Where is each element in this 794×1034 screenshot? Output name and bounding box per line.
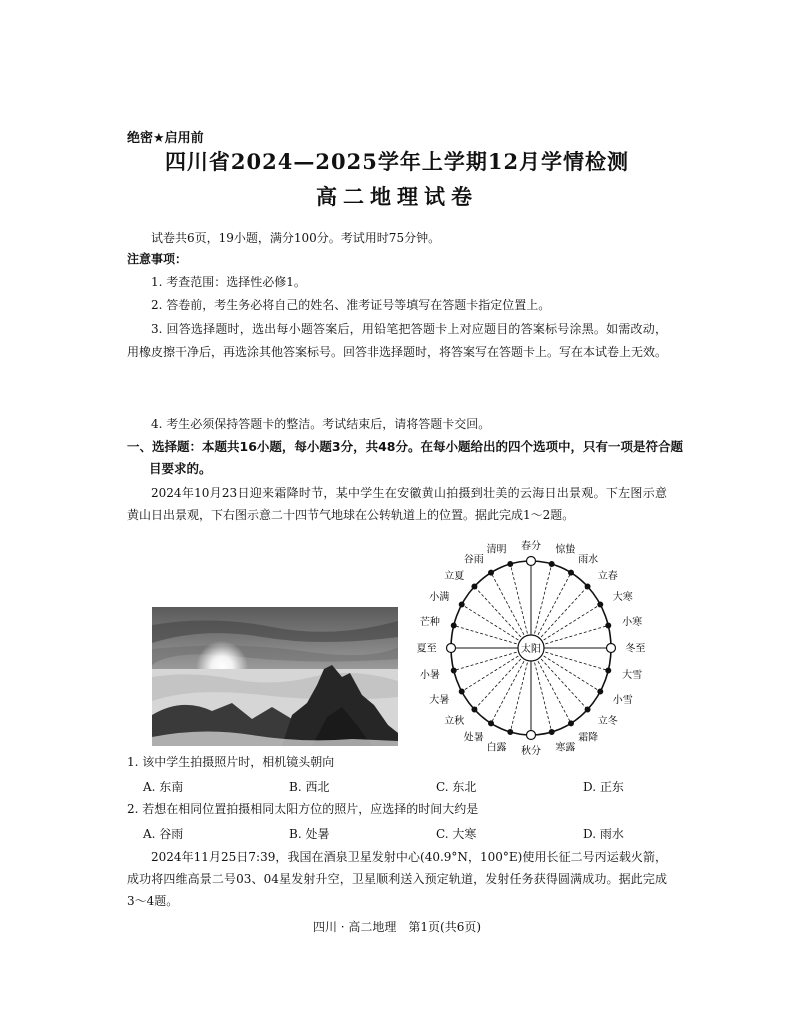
earth-position-dot xyxy=(489,721,494,726)
note-item: 2. 答卷前，考生务必将自己的姓名、准考证号等填写在答题卡指定位置上。 xyxy=(151,298,551,312)
earth-position-dot xyxy=(606,623,611,628)
solar-term-label: 小雪 xyxy=(612,694,633,706)
earth-position-dot xyxy=(569,570,574,575)
earth-position-dot xyxy=(569,721,574,726)
earth-position-dot xyxy=(606,668,611,673)
earth-position-dot xyxy=(508,562,513,567)
exam-intro: 试卷共6页，19小题，满分100分。考试用时75分钟。 xyxy=(151,231,441,245)
solar-term-label: 秋分 xyxy=(521,746,541,758)
page-footer: 四川 · 高二地理 第1页(共6页) xyxy=(312,920,482,934)
question-1-option-d: D. 正东 xyxy=(583,780,624,794)
earth-position-dot xyxy=(472,707,477,712)
earth-position-dot xyxy=(527,557,536,566)
earth-position-dot xyxy=(489,570,494,575)
earth-position-dot xyxy=(549,730,554,735)
exam-subtitle: 高二地理试卷 xyxy=(316,184,478,209)
question-2-option-a: A. 谷雨 xyxy=(143,827,184,841)
solar-term-label: 处暑 xyxy=(463,732,484,744)
earth-position-dot xyxy=(585,584,590,589)
question-1-option-a: A. 东南 xyxy=(143,780,184,794)
solar-term-label: 惊蛰 xyxy=(555,544,576,556)
confidential-mark: 绝密★启用前 xyxy=(127,131,204,146)
note-item: 3. 回答选择题时，选出每小题答案后，用铅笔把答题卡上对应题目的答案标号涂黑。如需改动，用橡皮擦干净后，再选涂其他答案标号。回答非选择题时，将答案写在答题卡上。写在本试卷上无效。 xyxy=(127,322,668,359)
solar-term-label: 小暑 xyxy=(419,670,440,682)
earth-position-dot xyxy=(549,562,554,567)
sunrise-photo xyxy=(152,607,398,746)
earth-position-dot xyxy=(598,602,603,607)
question-2-stem: 2. 若想在相同位置拍摄相同太阳方位的照片，应选择的时间大约是 xyxy=(127,802,479,816)
solar-term-label: 小满 xyxy=(429,592,450,604)
earth-position-dot xyxy=(447,644,456,653)
passage-1: 2024年10月23日迎来霜降时节，某中学生在安徽黄山拍摄到壮美的云海日出景观。下左图示意黄山日出景观，下右图示意二十四节气地球在公转轨道上的位置。据此完成1～2题。 xyxy=(127,486,667,522)
solar-term-label: 大暑 xyxy=(429,694,450,706)
earth-position-dot xyxy=(459,602,464,607)
question-1-option-b: B. 西北 xyxy=(289,780,330,794)
sun-label: 太阳 xyxy=(521,644,541,655)
solar-term-label: 立春 xyxy=(597,570,618,582)
solar-term-label: 白露 xyxy=(486,742,507,754)
solar-term-label: 夏至 xyxy=(416,643,437,655)
question-1-stem: 1. 该中学生拍摄照片时，相机镜头朝向 xyxy=(127,755,335,769)
solar-term-label: 谷雨 xyxy=(463,554,484,566)
solar-term-label: 寒露 xyxy=(555,742,576,754)
solar-term-label: 大寒 xyxy=(612,592,633,604)
note-item: 4. 考生必须保持答题卡的整洁。考试结束后，请将答题卡交回。 xyxy=(151,417,491,431)
earth-position-dot xyxy=(585,707,590,712)
solar-term-label: 春分 xyxy=(521,540,541,552)
section-heading: 一、选择题：本题共16小题，每小题3分，共48分。在每小题给出的四个选项中，只有一项是符合题目要求的。 xyxy=(127,439,683,476)
solar-term-label: 立秋 xyxy=(444,716,465,728)
question-2-option-d: D. 雨水 xyxy=(583,827,624,841)
exam-title: 四川省2024—2025学年上学期12月学情检测 xyxy=(164,149,630,174)
solar-term-label: 立夏 xyxy=(444,570,465,582)
earth-position-dot xyxy=(527,731,536,740)
note-item: 1. 考查范围：选择性必修1。 xyxy=(151,275,306,289)
earth-position-dot xyxy=(451,668,456,673)
solar-term-label: 小寒 xyxy=(622,616,643,628)
solar-term-label: 大雪 xyxy=(622,670,643,682)
question-1-option-c: C. 东北 xyxy=(436,780,477,794)
solar-terms-orbit-diagram xyxy=(416,540,646,758)
solar-term-label: 立冬 xyxy=(597,716,618,728)
passage-2: 2024年11月25日7:39，我国在酒泉卫星发射中心(40.9°N，100°E)使用长征二号丙运载火箭，成功将四维高景二号03、04星发射升空，卫星顺利送入预定轨道，发射任务获得圆满成功。据此完成3～4题。 xyxy=(127,850,667,908)
question-2-option-b: B. 处暑 xyxy=(289,827,330,841)
question-2-option-c: C. 大寒 xyxy=(436,827,477,841)
solar-term-label: 雨水 xyxy=(578,554,599,566)
earth-position-dot xyxy=(472,584,477,589)
earth-position-dot xyxy=(459,689,464,694)
earth-position-dot xyxy=(607,644,616,653)
notes-heading: 注意事项： xyxy=(127,252,188,266)
solar-term-label: 冬至 xyxy=(625,643,646,655)
solar-term-label: 芒种 xyxy=(419,616,440,628)
earth-position-dot xyxy=(451,623,456,628)
solar-term-label: 清明 xyxy=(486,544,507,556)
earth-position-dot xyxy=(598,689,603,694)
earth-position-dot xyxy=(508,730,513,735)
solar-term-label: 霜降 xyxy=(578,732,599,744)
